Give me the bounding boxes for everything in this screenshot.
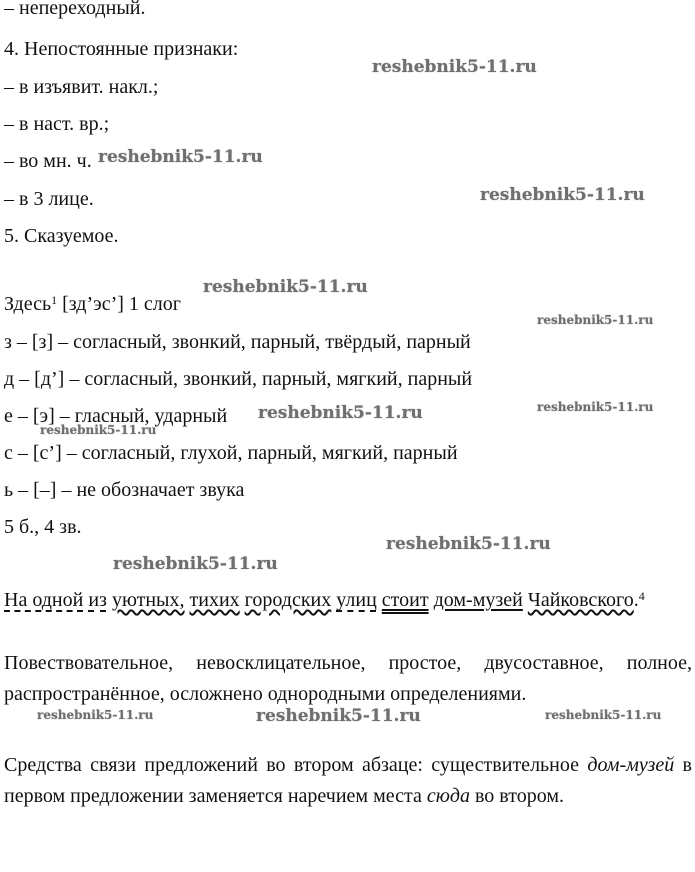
italic-term: сюда [426,785,470,807]
text-line: – в 3 лице. [4,188,94,210]
watermark: reshebnik5-11.ru [40,423,157,437]
phonetic-row: з – [з] – согласный, звонкий, парный, твёрдый, парный [4,331,471,353]
watermark: reshebnik5-11.ru [256,706,421,726]
text-line: – непереходный. [4,0,146,19]
watermark: reshebnik5-11.ru [372,57,537,77]
parsed-sentence: На одной из уютных, тихих городских улиц стоит дом-музей Чайковского.$^4$ [4,589,645,611]
sentence-word: Чайковского [527,589,634,611]
sentence-word: уютных, [111,589,185,611]
text-line: – во мн. ч. [4,150,92,172]
watermark: reshebnik5-11.ru [113,554,278,574]
phonetic-row: е – [э] – гласный, ударный [4,405,228,427]
watermark: reshebnik5-11.ru [386,534,551,554]
text-line: – в наст. вр.; [4,113,110,135]
phonetic-row: ь – [–] – не обозначает звука [4,479,245,501]
predicate: стоит [381,589,429,611]
sentence-word: из [88,589,107,611]
phonetic-row: д – [д’] – согласный, звонкий, парный, мягкий, парный [4,368,473,390]
phonetic-word: Здесь [4,293,52,315]
text-line: 4. Непостоянные признаки: [4,38,239,60]
sentence-word: тихих [189,589,240,611]
watermark: reshebnik5-11.ru [537,313,654,327]
watermark: reshebnik5-11.ru [545,708,662,722]
watermark: reshebnik5-11.ru [37,708,154,722]
phonetic-summary: 5 б., 4 зв. [4,516,82,538]
watermark: reshebnik5-11.ru [98,147,263,167]
watermark: reshebnik5-11.ru [480,185,645,205]
text-line: 5. Сказуемое. [4,225,119,247]
sentence-word: улиц [336,589,377,611]
sentence-word: городских [244,589,332,611]
watermark: reshebnik5-11.ru [537,400,654,414]
phonetic-heading [4,292,181,316]
footnote-marker: 1 [51,293,58,307]
footnote-marker: 4 [638,589,645,603]
subject: дом-музей [433,589,523,611]
transcription: [зд’эс’] 1 слог [62,293,181,315]
italic-term: дом-музей [587,754,675,776]
watermark: reshebnik5-11.ru [258,403,423,423]
watermark: reshebnik5-11.ru [203,277,368,297]
text-line: – в изъявит. накл.; [4,76,159,98]
sentence-analysis: Повествовательное, невосклицательное, простое, двусоставное, полное, распространённое, осложнено однородными определениями. [4,652,692,705]
phonetic-row: с – [с’] – согласный, глухой, парный, мягкий, парный [4,442,458,464]
sentence-word: На одной [4,589,84,611]
connection-means: Средства связи предложений во втором абзаце: существительное дом-музей в первом предложении заменяется наречием места сюда во втором. [4,754,693,807]
